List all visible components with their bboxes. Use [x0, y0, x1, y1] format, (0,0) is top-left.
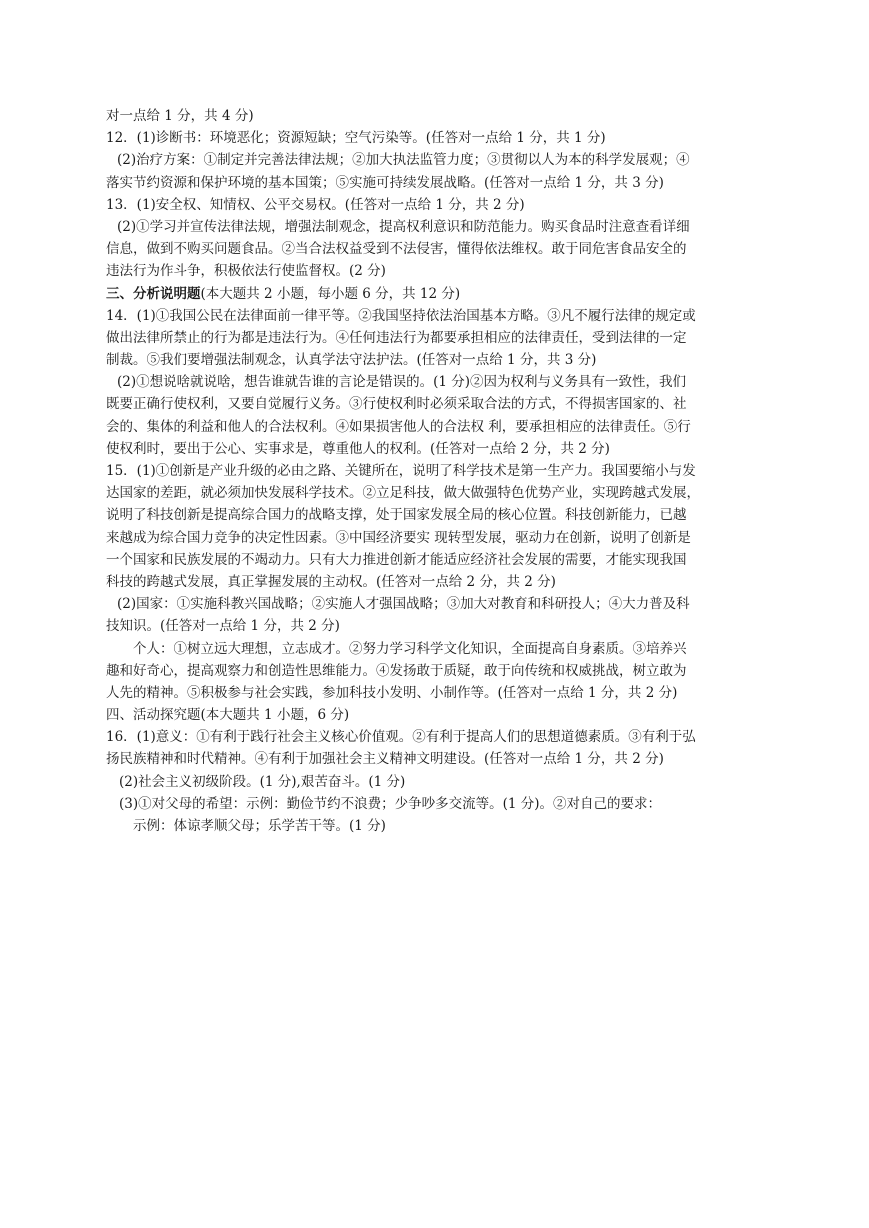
text-line: (2)治疗方案：①制定并完善法律法规；②加大执法监管力度；③贯彻以人为本的科学发展观；④ — [117, 152, 690, 169]
text-line: 人先的精神。⑤积极参与社会实践，参加科技小发明、小制作等。(任答对一点给 1 分，共 2 分) — [106, 684, 678, 701]
text-line: 既要正确行使权利，又要自觉履行义务。③行使权利时必须采取合法的方式，不得损害国家的、社 — [106, 396, 687, 413]
text-line: 做出法律所禁止的行为都是违法行为。④任何违法行为都要承担相应的法律责任，受到法律的一定 — [106, 329, 687, 346]
text-line: 四、活动探究题(本大题共 1 小题，6 分) — [106, 707, 350, 724]
text-line: 对一点给 1 分，共 4 分) — [106, 108, 254, 124]
text-line: 扬民族精神和时代精神。④有利于加强社会主义精神文明建设。(任答对一点给 1 分，共 2 分) — [106, 751, 664, 768]
text-line: (2)①想说啥就说啥，想告谁就告谁的言论是错误的。(1 分)②因为权利与义务具有一致性，我们 — [117, 374, 687, 391]
text-line: (3)①对父母的希望：示例：勤俭节约不浪费；少争吵多交流等。(1 分)。②对自己的要求： — [119, 795, 662, 812]
text-line: 13．(1)安全权、知情权、公平交易权。(任答对一点给 1 分，共 2 分) — [106, 196, 525, 213]
text-line: 违法行为作斗争，积极依法行使监督权。(2 分) — [106, 263, 386, 280]
text-line: 落实节约资源和保护环境的基本国策；⑤实施可持续发展战略。(任答对一点给 1 分，共 3 分) — [106, 174, 664, 191]
text-line: 制裁。⑤我们要增强法制观念，认真学法守法护法。(任答对一点给 1 分，共 3 分) — [106, 352, 597, 369]
answer-text-block — [106, 105, 768, 837]
text-line — [106, 283, 768, 305]
text-line: 示例：体谅孝顺父母；乐学苦干等。(1 分) — [133, 818, 386, 834]
text-line: 12．(1)诊断书：环境恶化；资源短缺；空气污染等。(任答对一点给 1 分，共 1 分) — [106, 130, 606, 147]
text-line: 信息，做到不购买问题食品。②当合法权益受到不法侵害，懂得依法维权。敢于同危害食品安全的 — [106, 241, 687, 258]
text-line: 15．(1)①创新是产业升级的必由之路、关键所在，说明了科学技术是第一生产力。我国要缩小与发 — [106, 463, 696, 479]
text-line: 科技的跨越式发展，真正掌握发展的主动权。(任答对一点给 2 分，共 2 分) — [106, 573, 556, 590]
text-line: (2)社会主义初级阶段。(1 分),艰苦奋斗。(1 分) — [119, 773, 406, 790]
section-heading: 三、分析说明题 — [106, 285, 201, 302]
text-line: 达国家的差距，就必须加快发展科学技术。②立足科技，做大做强特色优势产业，实现跨越式发展， — [106, 485, 700, 502]
section-heading-note: (本大题共 2 小题，每小题 6 分，共 12 分) — [200, 285, 461, 302]
text-line: 说明了科技创新是提高综合国力的战略支撑，处于国家发展全局的核心位置。科技创新能力，已越 — [106, 507, 687, 524]
text-line: 一个国家和民族发展的不竭动力。只有大力推进创新才能适应经济社会发展的需要，才能实现我国 — [106, 551, 687, 568]
text-line: 技知识。(任答对一点给 1 分，共 2 分) — [106, 618, 340, 635]
text-line: 来越成为综合国力竞争的决定性因素。③中国经济要实 现转型发展，驱动力在创新，说明了创新是 — [106, 529, 691, 546]
text-line: 个人：①树立远大理想，立志成才。②努力学习科学文化知识，全面提高自身素质。③培养兴 — [133, 640, 687, 657]
text-line: (2)①学习并宣传法律法规，增强法制观念，提高权利意识和防范能力。购买食品时注意查看详细 — [117, 218, 690, 235]
text-line: 会的、集体的利益和他人的合法权利。④如果损害他人的合法权 利，要承担相应的法律责任。⑤行 — [106, 418, 691, 435]
text-line: 14．(1)①我国公民在法律面前一律平等。②我国坚持依法治国基本方略。③凡不履行法律的规定或 — [106, 307, 696, 324]
text-line: 趣和好奇心，提高观察力和创造性思维能力。④发扬敢于质疑，敢于向传统和权威挑战，树立敢为 — [106, 662, 687, 679]
text-line: (2)国家：①实施科教兴国战略；②实施人才强国战略；③加大对教育和科研投人；④大力普及科 — [117, 596, 690, 613]
text-line: 16．(1)意义：①有利于践行社会主义核心价值观。②有利于提高人们的思想道德素质。③有利于弘 — [106, 729, 696, 746]
text-line: 使权利时，要出于公心、实事求是，尊重他人的权利。(任答对一点给 2 分，共 2 分) — [106, 440, 610, 457]
